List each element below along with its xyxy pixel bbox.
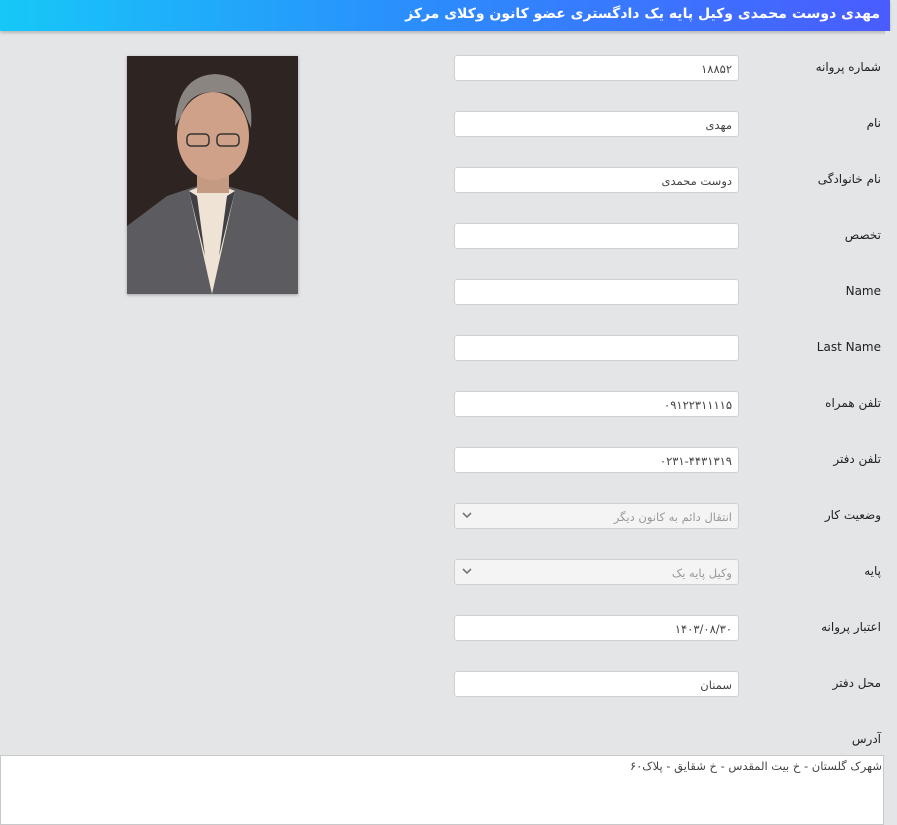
- scrollbar[interactable]: [885, 31, 897, 816]
- field-label: تخصص: [844, 228, 881, 242]
- chevron-down-icon: [461, 509, 473, 521]
- field-label: اعتبار پروانه: [821, 620, 881, 634]
- field-value: ۱۸۸۵۲: [701, 62, 732, 76]
- page-title: مهدی دوست محمدی وکیل پایه یک دادگستری عضو کانون وکلای مرکز: [405, 6, 880, 22]
- field-input[interactable]: [454, 55, 739, 81]
- form-row: [0, 335, 897, 363]
- field-value: دوست محمدی: [661, 174, 732, 188]
- form-row: [0, 671, 897, 699]
- field-value: مهدی: [705, 118, 732, 132]
- field-label: وضعیت کار: [824, 508, 881, 522]
- chevron-down-icon: [461, 565, 473, 577]
- field-label: نام خانوادگی: [817, 172, 881, 186]
- field-select[interactable]: [454, 503, 739, 529]
- form-row: [0, 447, 897, 475]
- field-input[interactable]: [454, 447, 739, 473]
- form-row: [0, 559, 897, 587]
- page-header: [0, 0, 890, 31]
- form-row: [0, 167, 897, 195]
- field-label: تلفن دفتر: [833, 452, 881, 466]
- address-label: آدرس: [851, 732, 881, 746]
- field-label: شماره پروانه: [815, 60, 881, 74]
- field-input[interactable]: [454, 111, 739, 137]
- field-label: محل دفتر: [832, 676, 881, 690]
- form-row: [0, 503, 897, 531]
- field-value: ۰۹۱۲۲۳۱۱۱۱۵: [664, 398, 732, 412]
- field-label: Name: [845, 284, 881, 298]
- field-label: پایه: [864, 564, 881, 578]
- field-value: ۰۲۳۱-۴۴۳۱۳۱۹: [659, 454, 732, 468]
- field-label: Last Name: [816, 340, 881, 354]
- form-row: [0, 223, 897, 251]
- field-input[interactable]: [454, 335, 739, 361]
- field-input[interactable]: [454, 391, 739, 417]
- field-label: نام: [866, 116, 881, 130]
- form-row: [0, 615, 897, 643]
- field-input[interactable]: [454, 615, 739, 641]
- address-textarea[interactable]: شهرک گلستان - خ بیت المقدس - خ شقایق - پلاک۶۰: [0, 755, 884, 825]
- field-input[interactable]: [454, 279, 739, 305]
- form-row: [0, 111, 897, 139]
- form-row: [0, 55, 897, 83]
- form-row: [0, 279, 897, 307]
- field-value: ۱۴۰۳/۰۸/۳۰: [674, 622, 732, 636]
- field-input[interactable]: [454, 671, 739, 697]
- field-value: سمنان: [700, 678, 732, 692]
- field-label: تلفن همراه: [825, 396, 881, 410]
- field-value: انتقال دائم به کانون دیگر: [613, 510, 732, 524]
- field-input[interactable]: [454, 167, 739, 193]
- field-select[interactable]: [454, 559, 739, 585]
- form-row: [0, 391, 897, 419]
- field-value: وکیل پایه یک: [671, 566, 732, 580]
- field-input[interactable]: [454, 223, 739, 249]
